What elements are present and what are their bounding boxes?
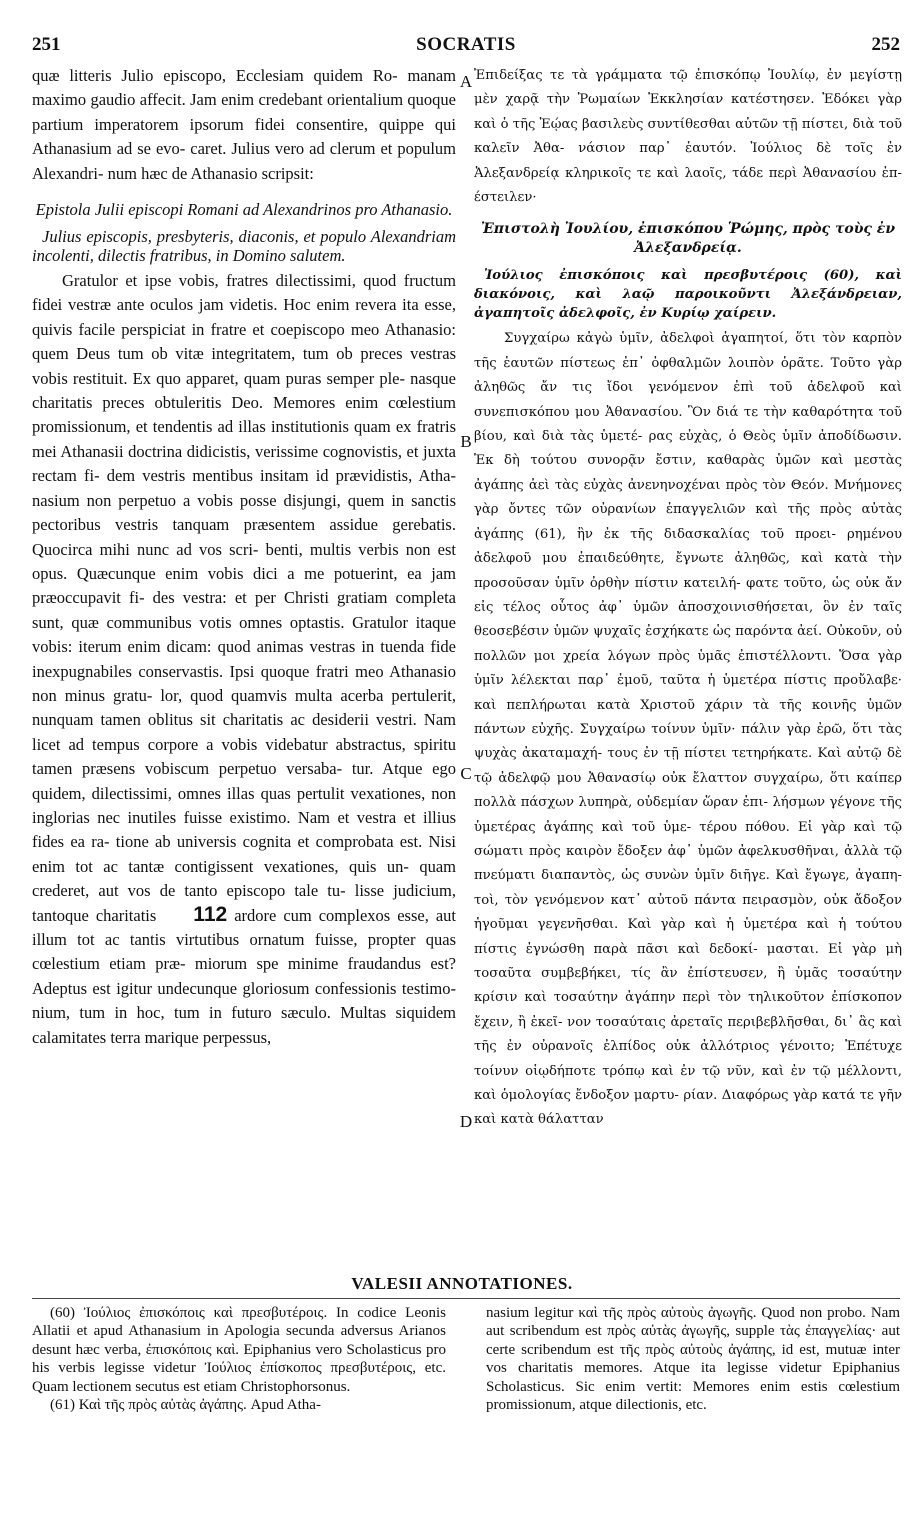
margin-marker-c: C	[460, 764, 472, 783]
greek-salutation: Ἰούλιος ἐπισκόποις καὶ πρεσβυτέροις (60), καὶ διακόνοις, καὶ λαῷ παροικοῦντι Ἀλεξάνδρειαν, ἀγαπητοῖς ἀδελφοῖς, ἐν Κυρίῳ χαίρειν.	[474, 268, 902, 322]
greek-epistle-heading: Ἐπιστολὴ Ἰουλίου, ἐπισκόπου Ῥώμης, πρὸς τοὺς ἐν Ἀλεξανδρείᾳ.	[480, 221, 896, 257]
greek-intro: Ἐπιδείξας τε τὰ γράμματα τῷ ἐπισκόπῳ Ἰουλίῳ, ἐν μεγίστῃ μὲν χαρᾷ τὴν Ῥωμαίων Ἐκκλησίαν κατέστησεν. Ἐδόκει γὰρ καὶ ὁ τῆς Ἑῴας βασιλεὺς συντίθεσθαι αὐτῶν τῇ πίστει, διὰ τοῦ καλεῖν Ἀθα- νάσιον παρ᾿ ἑαυτόν. Ἰούλιος δὲ τοῖς ἐν Ἀλεξανδρείᾳ κληρικοῖς τε καὶ λαοῖς, τάδε περὶ Ἀθανασίου ἐπ- έστειλεν·	[474, 68, 902, 206]
page-number-right: 252	[871, 34, 900, 55]
margin-marker-a: A	[459, 72, 473, 91]
annotation-61-continued: nasium legitur καὶ τῆς πρὸς αὐτοὺς ἀγωγῆς. Quod non probo. Nam aut scribendum est πρὸς αὐτὰς ἀγωγῆς, supple τὰς ἐπαγγελίας· aut certe scribendum est τῆς πρὸς αὐτοὺς ἀγάπης, id est, mutuæ inter vos charitatis memores. Atque ita legisse videtur Epiphanius Scholasticus. Sic enim vertit: Memores enim estis cœlestium promissionum, atque dilectionis, etc.	[486, 1305, 900, 1414]
annotation-60: (60) Ἰούλιος ἐπισκόποις καὶ πρεσβυτέροις. In codice Leonis Allatii et apud Athanasium in Apologia secunda adversus Arianos desunt hæc verba, ἐπισκόποις καὶ. Epiphanius vero Scholasticus pro his verbis legisse videtur Ἰούλιος ἐπίσκοπος πρεσβυτέροις, etc. Quam lectionem secutus est etiam Christophorsonus.	[32, 1305, 446, 1395]
latin-salutation: Julius episcopis, presbyteris, diaconis, et populo Alexandriam incolenti, dilectis fratribus, in Domino salutem.	[32, 227, 456, 266]
margin-marker-b: B	[460, 432, 472, 451]
margin-marker-d: D	[459, 1112, 473, 1131]
migne-column-number: 112	[193, 902, 228, 926]
latin-body: Gratulor et ipse vobis, fratres dilectissimi, quod fructum fidei vestræ ante oculos jam videtis. Hoc enim revera ita esse, quivis facile perspiciat in fratre et coepiscopo meo Athanasio: quem Deus tum ob vitæ integritatem, tum ob preces vestras vobis restituit. Ex quo apparet, quam puras semper ple- nasque charitatis preces obtuleritis Deo. Memores enim cœlestium promissionum, et tendentis ad illas institutionis quam ex fratris mei Athanasii doctrina didicistis, verissime cognovistis, et juxta rectam fi- dem vestris mentibus insitam id prævidistis, Atha- nasium non perpetuo a vobis posse disjungi, quem in sanctis pectoribus vestris tanquam præsentem assidue gerebatis. Quocirca mihi nunc ad vos scri- benti, multis verbis non est opus. Quæcunque enim vobis dici a me potuerint, ea jam præoccupavit fi- des vestra: et per Christi gratiam completa sunt, quæ communibus votis omnes optastis. Gratulor itaque vobis: iterum enim dicam: quod animas vestras in tuenda fide inexpugnabiles conservastis. Ipsi quoque fratri meo Athanasio non minus gratu- lor, quod quamvis multa acerba pertulerit, nunquam tamen oblitus sit charitatis ac desiderii vestri. Nam licet ad tempus corpore a vobis videbatur abstractus, spiritu tamen præsens vobiscum perpetuo versaba- tur. Atque ego quidem, dilectissimi, omnes illas quas pertulit vexationes, non inglorias nec inutiles fuisse existimo. Nam et vestra et illius fides ea ra- tione ab universis cognita et comprobata est. Nisi enim tot ac tantæ contigissent vexationes, quis un- quam crederet, aut vos de tanto episcopo tale tu- lisse judicium, tantoque charitatis 112 ardore cum complexos esse, aut illum tot ac tantis virtutibus ornatum fuisse, propter quas cœlestium etiam præ- miorum spe minime fraudandus est? Adeptus est igitur undecunque gloriosum confessionis testimo- nium, tum in hoc, tum in futuro sæculo. Multas siquidem calamitates terra marique perpessus,	[32, 271, 456, 1047]
page-number-left: 251	[32, 34, 61, 55]
running-title: SOCRATIS	[416, 34, 516, 55]
annotations-right-column	[486, 1304, 900, 1530]
latin-intro: quæ litteris Julio episcopo, Ecclesiam quidem Ro- manam maximo gaudio affecit. Jam enim credebant orientalium quoque partium imperatorem ipsorum fidei consentire, quippe qui Athanasium ad se evo- caret. Julius vero ad clerum et populum Alexandri- num hæc de Athanasio scripsit:	[32, 66, 456, 183]
latin-column	[32, 64, 456, 1266]
greek-column	[474, 64, 902, 1266]
annotations-left-column	[32, 1304, 446, 1530]
running-head	[32, 34, 900, 58]
annotation-61: (61) Καὶ τῆς πρὸς αὐτὰς ἀγάπης. Apud Atha-	[50, 1397, 321, 1414]
latin-epistle-heading: Epistola Julii episcopi Romani ad Alexandrinos pro Athanasio.	[35, 200, 453, 220]
annotations-rule	[32, 1298, 900, 1299]
greek-body: Συγχαίρω κἀγὼ ὑμῖν, ἀδελφοὶ ἀγαπητοί, ὅτι τὸν καρπὸν τῆς ἑαυτῶν πίστεως ἐπ᾿ ὀφθαλμῶν λοιπὸν ὁρᾶτε. Τοῦτο γὰρ ἀληθῶς ἄν τις ἴδοι γενόμενον ἐπὶ τοῦ ἀδελφοῦ καὶ συνεπισκόπου μου Ἀθανασίου. Ὃν διά τε τὴν καθαρότητα τοῦ βίου, καὶ διὰ τὰς ὑμετέ- ρας εὐχὰς, ὁ Θεὸς ὑμῖν ἀποδίδωσιν. Ἐκ δὴ τούτου συνορᾷν ἔστιν, καθαρὰς ὑμῶν καὶ μεστὰς ἀγάπης ἀεὶ τὰς εὐχὰς ἀνενηνοχέναι πρὸς τὸν Θεόν. Μνήμονες γὰρ ὄντες τῶν οὐρανίων ἐπαγγελιῶν καὶ τῆς πρὸς αὐτὰς ἀγάπης (61), ἣν ἐκ τῆς διδασκαλίας τοῦ προει- ρημένου ἀδελφοῦ μου ἐπαιδεύθητε, ἔγνωτε ἀληθῶς, καὶ κατὰ τὴν προσοῦσαν ὑμῖν ὀρθὴν πίστιν κατειλή- φατε τοῦτο, ὡς οὐκ ἄν εἰς τέλος οὗτος ἀφ᾿ ὑμῶν ἀποσχοινισθήσεται, ὃν ἐν ταῖς θεοσεβέσιν ὑμῶν ψυχαῖς ἐσχήκατε ὡς παρόντα ἀεί. Οὐκοῦν, οὐ πολλῶν μοι χρεία λόγων πρὸς ὑμᾶς ἐπιστέλλοντι. Ὅσα γὰρ ὑμῖν λέλεκται παρ᾿ ἐμοῦ, ταῦτα ἡ ὑμετέρα πίστις προὔλαβε· καὶ πεπλήρωται κατὰ Χριστοῦ χάριν τὰ τῆς κοινῆς ὑμῶν πάντων εὐχῆς. Συγχαίρω τοίνυν ὑμῖν· πάλιν γὰρ ἐρῶ, ὅτι τὰς ψυχὰς ἀκαταμαχή- τους ἐν τῇ πίστει τετηρήκατε. Καὶ αὐτῷ δὲ τῷ ἀδελφῷ μου Ἀθανασίῳ οὐκ ἔλαττον συγχαίρω, ὅτι καίπερ πολλὰ πάσχων λυπηρὰ, οὐδεμίαν ὥραν ἐπι- λήσμων γέγονε τῆς ὑμετέρας ἀγάπης καὶ τοῦ ὑμε- τέρου πόθου. Εἰ γὰρ καὶ τῷ σώματι πρὸς καιρὸν ἔδοξεν ἀφ᾿ ὑμῶν ἀφελκυσθῆναι, ἀλλὰ τῷ πνεύματι διαπαντὸς, ὡς συνὼν ὑμῖν διῆγε. Καὶ ἔγωγε, ἀγαπη- τοὶ, τὸν γενόμενον κατ᾿ αὐτοῦ πάντα πειρασμὸν, οὐκ ἄδοξον ἡγοῦμαι γεγενῆσθαι. Καὶ γὰρ καὶ ἡ ὑμετέρα καὶ ἡ τούτου πίστις ἐγνώσθη παρὰ πᾶσι καὶ δεδοκί- μασται. Εἰ γὰρ μὴ τοσαῦτα συμβεβήκει, τίς ἂν ἐπίστευσεν, ἢ ὑμᾶς τοσαύτην κρίσιν καὶ τοσαύτην ἀγάπην περὶ τὸν τηλικοῦτον ἐπίσκοπον ἔχειν, ἢ ἐκεῖ- νον τοσαύταις ἀρεταῖς περιβεβλῆσθαι, δι᾿ ἃς καὶ τῆς ἐν οὐρανοῖς ἐλπίδος οὐκ ἀλλότριος γένοιτο; Ἐπέτυχε τοίνυν οἱῳδήποτε τρόπῳ καὶ ἐν τῷ νῦν, καὶ ἐν τῷ μέλλοντι, καὶ ὁμολογίας ἔνδοξον μαρτυ- ρίαν. Διαφόρως γὰρ κατά τε γῆν καὶ κατὰ θάλατταν	[474, 331, 902, 1128]
annotations-title: VALESII ANNOTATIONES.	[351, 1274, 573, 1293]
